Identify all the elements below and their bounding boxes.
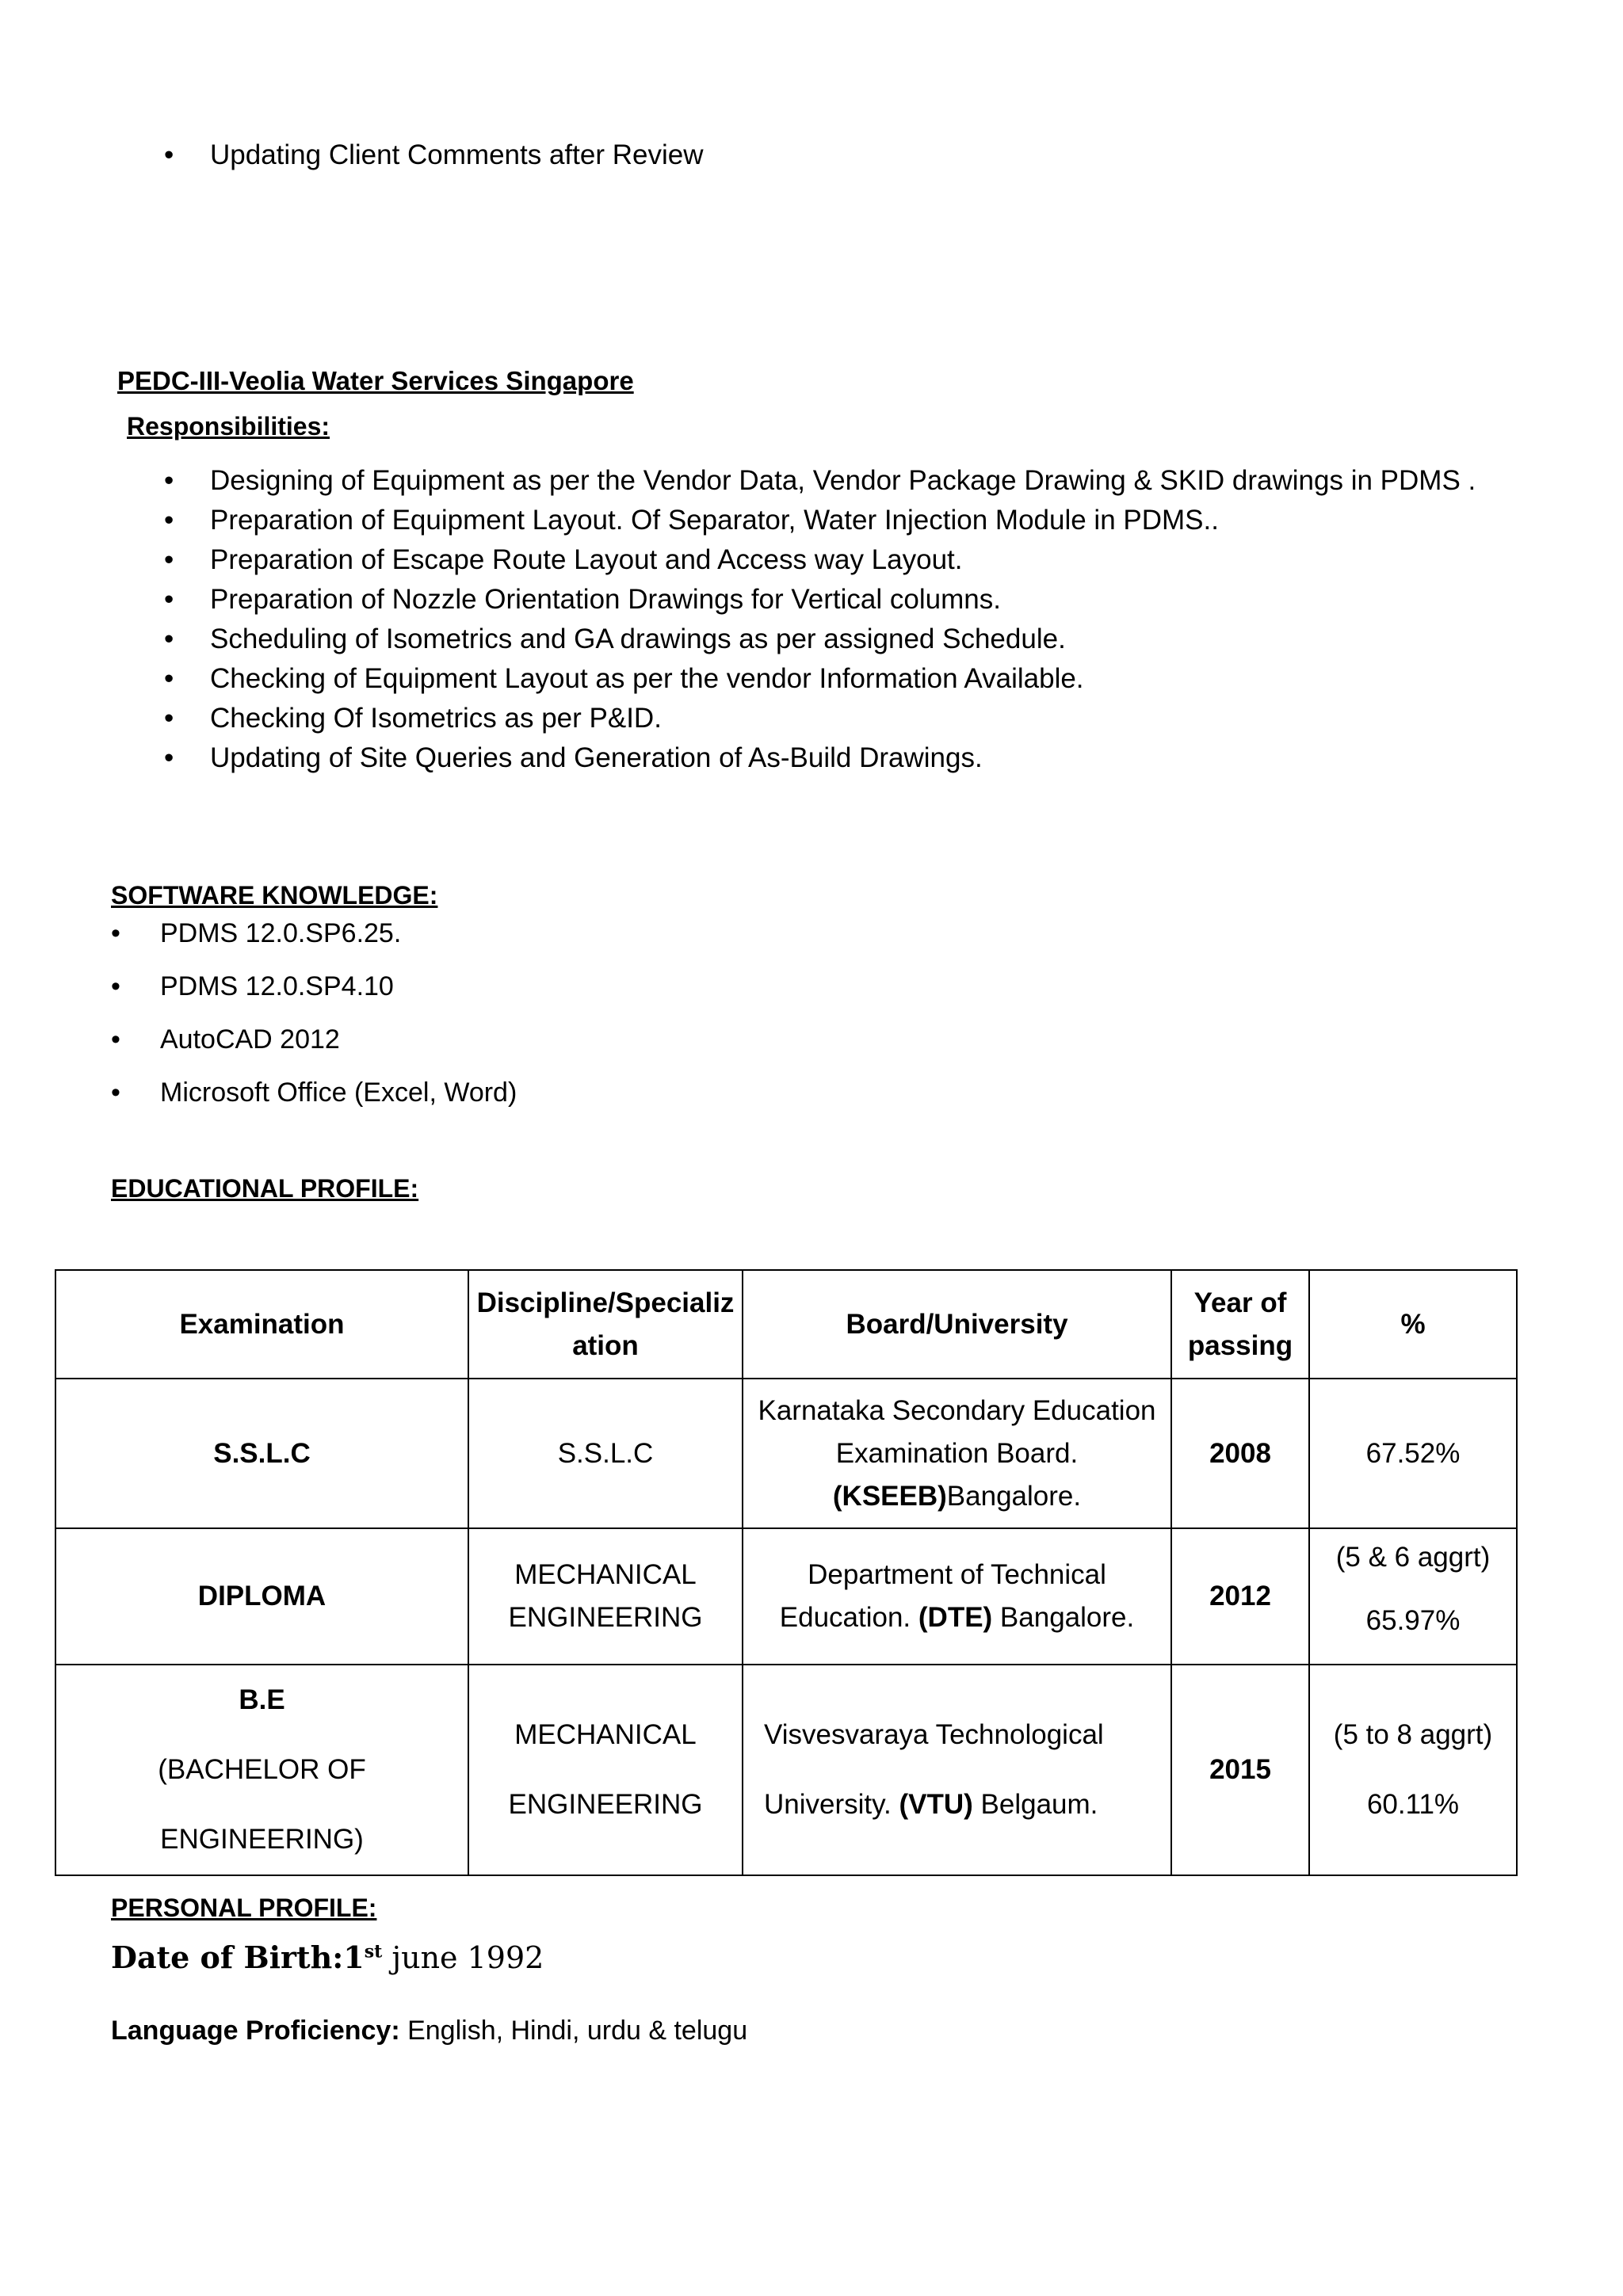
top-bullet-item — [164, 139, 704, 171]
cell-board: Visvesvaraya Technological University. (VTU) Belgaum. — [743, 1665, 1171, 1875]
header-discipline: Discipline/Specializ ation — [468, 1270, 743, 1379]
cell-exam: DIPLOMA — [55, 1528, 468, 1665]
bullet-icon: • — [164, 742, 174, 773]
dob-sup: st — [364, 1941, 383, 1962]
table-row — [55, 1528, 1517, 1665]
list-item: • Preparation of Escape Route Layout and Access way Layout. — [164, 544, 963, 575]
header-examination: Examination — [55, 1270, 468, 1379]
header-year: Year of passing — [1171, 1270, 1309, 1379]
cell-percent: (5 & 6 aggrt) 65.97% — [1309, 1528, 1517, 1665]
cell-percent: (5 to 8 aggrt) 60.11% — [1309, 1665, 1517, 1875]
list-item: • Scheduling of Isometrics and GA drawings as per assigned Schedule. — [164, 624, 1066, 654]
cell-board: Department of Technical Education. (DTE) Bangalore. — [743, 1528, 1171, 1665]
bullet-icon: • — [164, 544, 174, 575]
software-list — [111, 917, 794, 1116]
cell-exam: B.E (BACHELOR OF ENGINEERING) — [55, 1665, 468, 1875]
dob-label: Date of Birth:1 — [111, 1939, 365, 1975]
bullet-icon: • — [111, 1024, 120, 1055]
list-item: • Updating of Site Queries and Generation of As-Build Drawings. — [164, 742, 983, 773]
top-bullet-text: Updating Client Comments after Review — [210, 139, 704, 170]
bullet-icon: • — [164, 505, 174, 536]
cell-discipline: S.S.L.C — [468, 1379, 743, 1528]
header-board: Board/University — [743, 1270, 1171, 1379]
responsibilities-list — [164, 465, 1557, 782]
bullet-icon: • — [164, 663, 174, 694]
list-item: • Preparation of Nozzle Orientation Drawings for Vertical columns. — [164, 584, 1001, 615]
bullet-icon: • — [164, 584, 174, 615]
list-item: • Designing of Equipment as per the Vendor Data, Vendor Package Drawing & SKID drawings in PDMS . — [164, 465, 1476, 496]
cell-discipline: MECHANICAL ENGINEERING — [468, 1528, 743, 1665]
lang-value: English, Hindi, urdu & telugu — [399, 2016, 748, 2046]
lang-label: Language Proficiency: — [111, 2016, 400, 2046]
bullet-icon: • — [164, 703, 174, 734]
bullet-icon: • — [164, 624, 174, 654]
cell-year: 2012 — [1171, 1528, 1309, 1665]
bullet-icon: • — [111, 918, 120, 948]
software-heading: SOFTWARE KNOWLEDGE: — [111, 881, 438, 910]
cell-percent: 67.52% — [1309, 1379, 1517, 1528]
cell-year: 2015 — [1171, 1665, 1309, 1875]
cell-year: 2008 — [1171, 1379, 1309, 1528]
bullet-icon: • — [164, 465, 174, 496]
education-heading: EDUCATIONAL PROFILE: — [111, 1174, 419, 1203]
list-item: • Microsoft Office (Excel, Word) — [111, 1077, 517, 1108]
list-item: • PDMS 12.0.SP4.10 — [111, 971, 394, 1001]
list-item: • Checking of Equipment Layout as per the vendor Information Available. — [164, 663, 1084, 694]
bullet-icon: • — [111, 971, 120, 1001]
dob-value: june 1992 — [382, 1940, 544, 1975]
personal-heading: PERSONAL PROFILE: — [111, 1894, 377, 1922]
list-item: • PDMS 12.0.SP6.25. — [111, 918, 402, 948]
cell-exam: S.S.L.C — [55, 1379, 468, 1528]
education-table — [55, 1269, 1518, 1876]
list-item: • Checking Of Isometrics as per P&ID. — [164, 703, 662, 734]
list-item: • AutoCAD 2012 — [111, 1024, 340, 1055]
language-proficiency — [111, 2016, 747, 2046]
cell-discipline: MECHANICAL ENGINEERING — [468, 1665, 743, 1875]
date-of-birth — [111, 1939, 544, 1975]
project-title: PEDC-III-Veolia Water Services Singapore — [117, 366, 634, 395]
header-percent: % — [1309, 1270, 1517, 1379]
list-item: • Preparation of Equipment Layout. Of Separator, Water Injection Module in PDMS.. — [164, 505, 1219, 536]
responsibilities-label: Responsibilities: — [127, 412, 330, 441]
bullet-icon: • — [111, 1077, 120, 1108]
table-header-row — [55, 1270, 1517, 1379]
bullet-icon: • — [164, 139, 174, 170]
table-row — [55, 1665, 1517, 1875]
table-row — [55, 1379, 1517, 1528]
cell-board: Karnataka Secondary Education Examination Board. (KSEEB)Bangalore. — [743, 1379, 1171, 1528]
